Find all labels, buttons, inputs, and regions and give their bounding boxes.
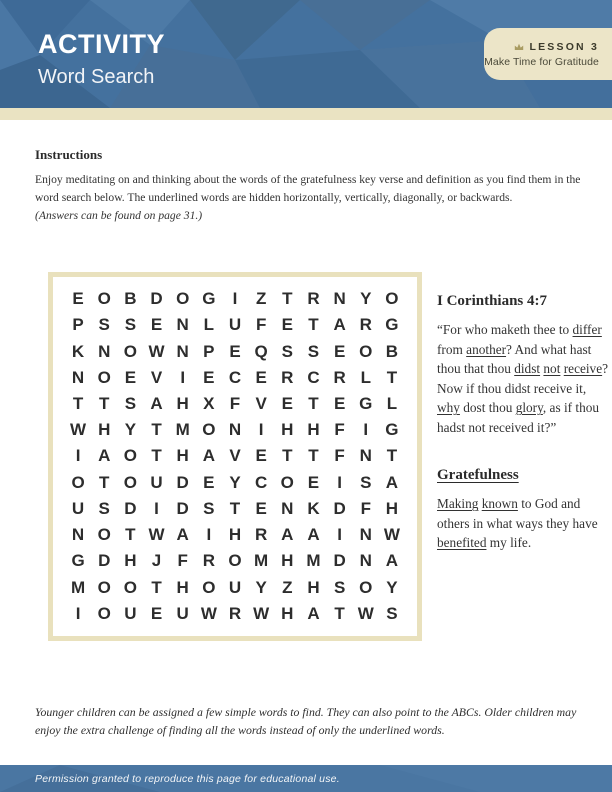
grid-cell: H [176, 394, 189, 414]
grid-cell: F [177, 551, 188, 571]
grid-cell: T [99, 472, 110, 492]
grid-cell: Z [282, 577, 293, 597]
header-titles [38, 30, 165, 88]
grid-cell: E [333, 394, 346, 414]
underlined-word: Making [437, 496, 479, 512]
page-header [0, 0, 612, 108]
grid-cell: D [176, 498, 189, 518]
grid-cell: S [124, 315, 137, 335]
grid-cell: W [148, 525, 165, 545]
grid-cell: B [124, 289, 137, 309]
grid-cell: I [154, 498, 159, 518]
grid-cell: A [281, 525, 294, 545]
grid-cell: F [255, 315, 267, 335]
grid-cell: H [228, 525, 242, 545]
grid-cell: M [175, 420, 190, 440]
grid-cell: H [307, 577, 320, 597]
grid-cell: N [176, 341, 189, 361]
underlined-word: known [481, 496, 518, 512]
grid-cell: S [203, 498, 215, 518]
grid-cell: W [383, 525, 400, 545]
grid-cell: H [307, 420, 320, 440]
grid-cell: T [99, 394, 110, 414]
grid-cell: N [281, 498, 294, 518]
grid-cell: O [228, 551, 242, 571]
grid-cell: U [71, 498, 85, 518]
grid-cell: Y [360, 289, 372, 309]
header-accent-strip [0, 108, 612, 120]
text-segment: from [437, 341, 467, 357]
grid-row [65, 443, 405, 469]
grid-cell: R [307, 289, 320, 309]
grid-cell: W [357, 603, 374, 623]
crown-icon [514, 43, 524, 51]
page-title: ACTIVITY [38, 29, 166, 59]
grid-cell: T [229, 498, 241, 518]
grid-cell: L [386, 394, 398, 414]
grid-cell: W [200, 603, 217, 623]
grid-cell: I [180, 367, 186, 387]
grid-cell: G [385, 420, 399, 440]
text-segment: dost thou [459, 400, 516, 416]
grid-cell: I [75, 446, 81, 466]
grid-cell: F [360, 498, 371, 518]
definition-text [437, 494, 609, 553]
grid-cell: A [150, 394, 163, 414]
grid-cell: N [359, 525, 372, 545]
lesson-label-row [514, 41, 599, 53]
grid-cell: T [386, 367, 398, 387]
grid-cell: N [98, 341, 111, 361]
grid-cell: T [308, 394, 319, 414]
grid-cell: A [385, 472, 399, 492]
grid-cell: Y [229, 472, 241, 492]
lesson-subtitle: Make Time for Gratitude [484, 55, 599, 68]
grid-cell: A [307, 603, 320, 623]
instructions-section [35, 147, 583, 225]
text-segment: my life. [486, 535, 532, 551]
grid-cell: G [202, 289, 216, 309]
grid-cell: S [386, 603, 398, 623]
lesson-label: LESSON 3 [529, 40, 599, 53]
grid-cell: A [385, 551, 399, 571]
grid-cell: E [281, 394, 293, 414]
grid-cell: R [228, 603, 242, 623]
verse-heading: I Corinthians 4:7 [437, 293, 548, 309]
grid-cell: T [308, 446, 319, 466]
grid-cell: N [71, 367, 85, 387]
grid-cell: O [97, 577, 111, 597]
underlined-word: glory [515, 400, 543, 416]
grid-cell: O [385, 289, 399, 309]
grid-cell: Z [255, 289, 267, 309]
instructions-note: (Answers can be found on page 31.) [35, 209, 203, 223]
text-segment: ? And what hast thou that thou [437, 341, 592, 377]
grid-cell: A [202, 446, 215, 466]
grid-cell: E [307, 472, 320, 492]
grid-cell: I [258, 420, 264, 440]
page-subtitle: Word Search [38, 65, 155, 88]
grid-cell: F [334, 420, 345, 440]
grid-cell: I [232, 289, 238, 309]
grid-cell: H [281, 420, 294, 440]
grid-cell: T [151, 446, 162, 466]
grid-cell: K [307, 498, 320, 518]
grid-cell: N [333, 289, 346, 309]
grid-cell: U [228, 577, 242, 597]
grid-cell: H [176, 446, 189, 466]
grid-cell: S [98, 498, 110, 518]
grid-row [65, 496, 405, 522]
grid-cell: T [282, 289, 293, 309]
grid-cell: E [255, 367, 267, 387]
grid-cell: M [254, 551, 269, 571]
grid-cell: D [333, 551, 346, 571]
grid-cell: G [359, 394, 373, 414]
grid-cell: T [125, 525, 136, 545]
grid-cell: T [386, 446, 398, 466]
grid-cell: M [70, 577, 86, 597]
grid-cell: G [71, 551, 85, 571]
instructions-body-text: Enjoy meditating on and thinking about the words of the gratefulness key verse and definition as you find them in the word search below. The underlined words are hidden horizontally, vertically, diagonally, or backwards. [35, 173, 581, 205]
grid-row [65, 312, 405, 338]
grid-cell: O [202, 577, 216, 597]
grid-cell: H [176, 577, 189, 597]
underlined-word: another [466, 341, 507, 357]
grid-cell: E [150, 603, 163, 623]
grid-cell: H [281, 603, 294, 623]
grid-cell: I [337, 525, 342, 545]
grid-cell: C [255, 472, 268, 492]
grid-cell: B [385, 341, 399, 361]
underlined-word: didst [514, 361, 541, 377]
grid-cell: I [337, 472, 342, 492]
grid-cell: E [255, 498, 267, 518]
grid-row [65, 470, 405, 496]
grid-cell: N [228, 420, 242, 440]
grid-row [65, 575, 405, 601]
grid-cell: H [124, 551, 137, 571]
grid-cell: O [97, 289, 111, 309]
grid-cell: A [176, 525, 189, 545]
grid-cell: D [150, 289, 163, 309]
grid-cell: D [333, 498, 346, 518]
grid-cell: Y [386, 577, 398, 597]
grid-row [65, 391, 405, 417]
grid-cell: W [148, 341, 165, 361]
grid-cell: F [334, 446, 345, 466]
grid-cell: V [255, 394, 267, 414]
grid-cell: K [71, 341, 85, 361]
grid-cell: U [228, 315, 242, 335]
grid-cell: A [307, 525, 320, 545]
grid-cell: W [70, 420, 87, 440]
grid-cell: I [75, 603, 81, 623]
grid-row [65, 417, 405, 443]
underlined-word: differ [572, 322, 602, 337]
grid-cell: U [176, 603, 189, 623]
grid-row [65, 548, 405, 574]
grid-cell: U [124, 603, 137, 623]
underlined-word: receive [563, 361, 603, 377]
grid-cell: O [123, 577, 137, 597]
instructions-heading: Instructions [35, 147, 103, 162]
underlined-word: not [543, 361, 561, 377]
grid-cell: R [333, 367, 346, 387]
instructions-body [35, 171, 583, 225]
grid-cell: L [360, 367, 371, 387]
grid-cell: F [229, 394, 241, 414]
grid-cell: E [124, 367, 137, 387]
permission-bar [0, 765, 612, 792]
grid-cell: Y [255, 577, 267, 597]
grid-cell: S [98, 315, 110, 335]
grid-cell: H [98, 420, 111, 440]
grid-row [65, 286, 405, 312]
grid-cell: E [229, 341, 241, 361]
grid-cell: N [71, 525, 85, 545]
text-segment: “For who maketh thee to [437, 322, 573, 337]
grid-cell: H [385, 498, 399, 518]
grid-cell: T [282, 446, 293, 466]
underlined-word: benefited [437, 535, 487, 551]
grid-cell: R [359, 315, 372, 335]
grid-cell: O [123, 472, 137, 492]
text-segment: , as if thou hadst not received it?” [437, 400, 600, 435]
grid-cell: W [253, 603, 270, 623]
grid-cell: O [359, 577, 373, 597]
grid-cell: S [307, 341, 320, 361]
grid-cell: E [203, 472, 215, 492]
grid-cell: R [202, 551, 215, 571]
grid-cell: V [229, 446, 241, 466]
word-search-grid [48, 272, 422, 641]
definition-heading: Gratefulness [437, 467, 519, 484]
grid-cell: S [360, 472, 372, 492]
grid-cell: S [333, 577, 346, 597]
grid-cell: O [280, 472, 294, 492]
grid-cell: E [203, 367, 215, 387]
grid-cell: Q [254, 341, 268, 361]
grid-cell: E [333, 341, 346, 361]
grid-cell: O [97, 367, 111, 387]
permission-text: Permission granted to reproduce this page for educational use. [35, 772, 340, 785]
grid-cell: G [385, 315, 399, 335]
grid-cell: D [124, 498, 137, 518]
grid-cell: T [308, 315, 319, 335]
grid-cell: O [176, 289, 190, 309]
grid-cell: S [281, 341, 293, 361]
grid-cell: N [359, 551, 372, 571]
grid-cell: A [333, 315, 346, 335]
grid-row [65, 601, 405, 627]
grid-cell: T [334, 603, 345, 623]
grid-cell: U [150, 472, 163, 492]
underlined-word: why [437, 400, 460, 416]
grid-cell: E [72, 289, 84, 309]
grid-row [65, 338, 405, 364]
grid-cell: M [306, 551, 321, 571]
grid-cell: R [255, 525, 268, 545]
grid-cell: O [202, 420, 216, 440]
grid-cell: E [150, 315, 163, 335]
grid-cell: H [281, 551, 294, 571]
grid-cell: V [150, 367, 163, 387]
grid-row [65, 365, 405, 391]
grid-cell: N [359, 446, 372, 466]
grid-cell: E [255, 446, 267, 466]
grid-cell: O [71, 472, 85, 492]
grid-cell: C [228, 367, 242, 387]
grid-cell: T [151, 577, 162, 597]
grid-row [65, 522, 405, 548]
grid-cell: S [124, 394, 137, 414]
reference-column [437, 293, 609, 553]
grid-cell: X [203, 394, 215, 414]
text-segment: ? Now if thou didst receive it, [437, 361, 609, 396]
grid-cell: P [72, 315, 84, 335]
grid-cell: E [281, 315, 293, 335]
grid-cell: O [97, 603, 111, 623]
grid-cell: J [151, 551, 162, 571]
grid-cell: I [363, 420, 369, 440]
verse-text [437, 320, 609, 437]
grid-cell: N [176, 315, 189, 335]
grid-cell: R [281, 367, 294, 387]
grid-cell: D [98, 551, 111, 571]
grid-cell: L [203, 315, 215, 335]
grid-cell: Y [124, 420, 137, 440]
grid-cell: T [72, 394, 84, 414]
lesson-badge [484, 28, 612, 80]
text-segment: to God and others in what ways they have [437, 496, 598, 531]
grid-cell: I [206, 525, 212, 545]
grid-cell: O [97, 525, 111, 545]
grid-cell: A [98, 446, 111, 466]
grid-cell: D [176, 472, 189, 492]
grid-cell: O [123, 446, 137, 466]
footer-note: Younger children can be assigned a few simple words to find. They can also point to the ABCs. Older children may enjoy the extra challenge of finding all the words instead of only the underlined words. [35, 705, 577, 738]
grid-cell: O [123, 341, 137, 361]
grid-cell: P [203, 341, 215, 361]
grid-cell: O [359, 341, 373, 361]
grid-cell: T [151, 420, 162, 440]
grid-cell: C [307, 367, 320, 387]
